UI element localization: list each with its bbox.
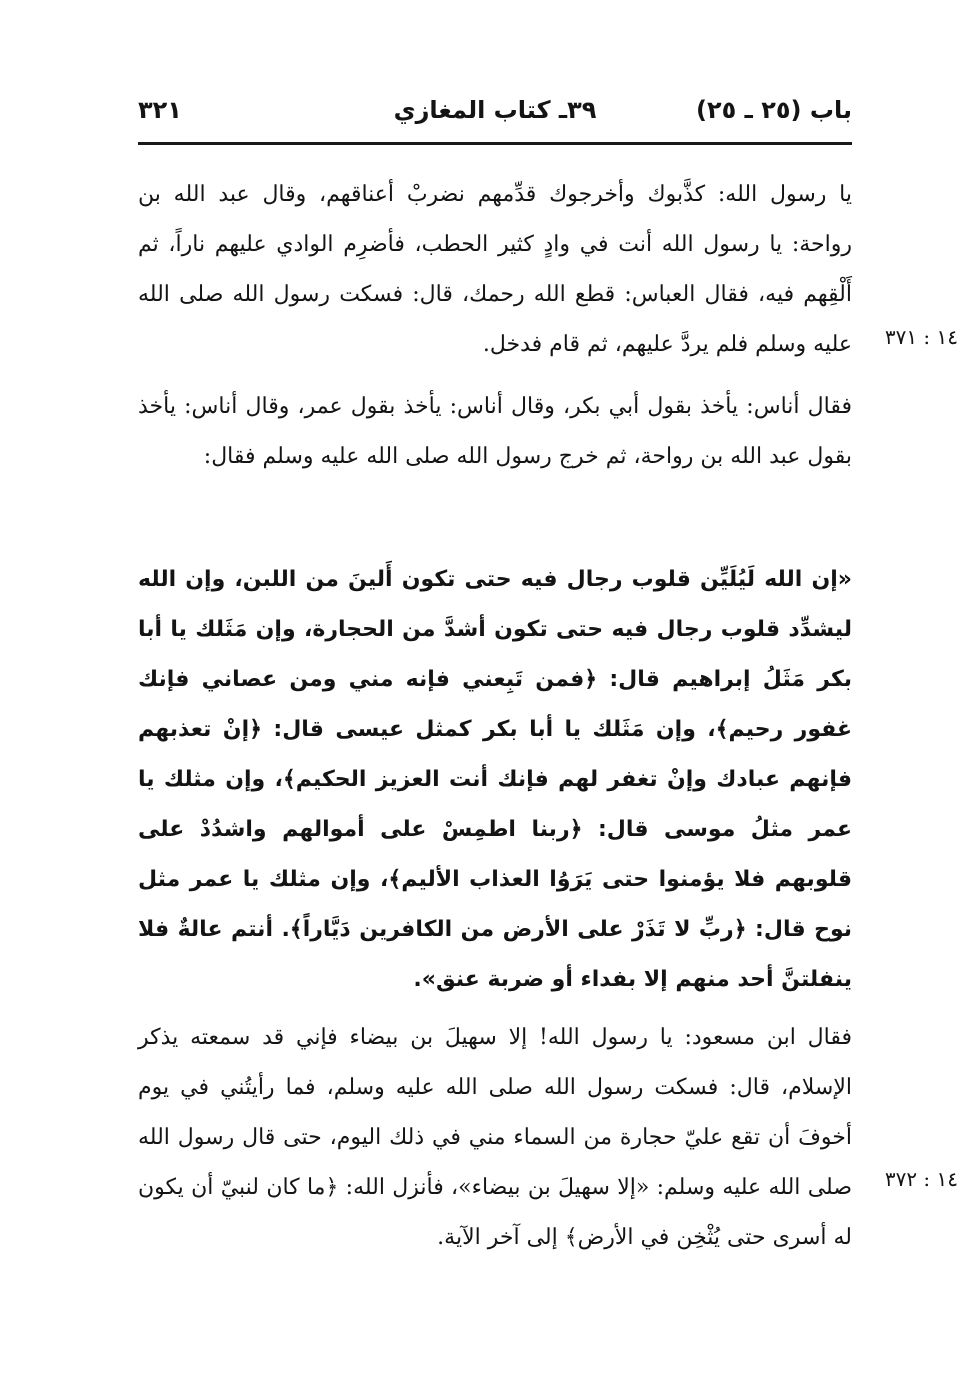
running-header <box>138 88 852 140</box>
paragraph-1: يا رسول الله: كذَّبوك وأخرجوك قدِّمهم نضربْ أعناقهم، وقال عبد الله بن رواحة: يا رسول الله أنت في وادٍ كثير الحطب، فأضرِم الوادي عليهم ناراً، ثم أَلْقِهم فيه، فقال العباس: قطع الله رحمك، قال: فسكت رسول الله صلى الله عليه وسلم فلم يردَّ عليهم، ثم قام فدخل. <box>138 182 852 357</box>
paragraph-2: فقال أناس: يأخذ بقول أبي بكر، وقال أناس: يأخذ بقول عمر، وقال أناس: يأخذ بقول عبد الله بن رواحة، ثم خرج رسول الله صلى الله عليه وسلم فقال: <box>138 394 852 469</box>
margin-reference-2: ١٤ : ٣٧٢ <box>884 1167 958 1191</box>
book-title: ٣٩ـ كتاب المغازي <box>393 96 597 124</box>
page-number: ٣٢١ <box>138 96 182 124</box>
hadith-paragraph: «إن الله لَيُلَيِّن قلوب رجال فيه حتى تكون أَلينَ من اللبن، وإن الله ليشدِّد قلوب رجال فيه حتى تكون أشدَّ من الحجارة، وإن مَثَلك يا أبا بكر مَثَلُ إبراهيم قال: ﴿فمن تَبِعني فإنه مني ومن عصاني فإنك غفور رحيم﴾، وإن مَثَلك يا أبا بكر كمثل عيسى قال: ﴿إنْ تعذبهم فإنهم عبادك وإنْ تغفر لهم فإنك أنت العزيز الحكيم﴾، وإن مثلك يا عمر مثلُ موسى قال: ﴿ربنا اطمِسْ على أموالهم واشدُدْ على قلوبهم فلا يؤمنوا حتى يَرَوُا العذاب الأليم﴾، وإن مثلك يا عمر مثل نوح قال: ﴿ربِّ لا تَذَرْ على الأرض من الكافرين دَيَّاراً﴾. أنتم عالةٌ فلا ينفلتنَّ أحد منهم إلا بفداء أو ضربة عنق». <box>138 567 852 992</box>
paragraph-4: فقال ابن مسعود: يا رسول الله! إلا سهيلَ بن بيضاء فإني قد سمعته يذكر الإسلام، قال: فسكت رسول الله صلى الله عليه وسلم، فما رأيتُني في يوم أخوفَ أن تقع عليّ حجارة من السماء مني في ذلك اليوم، حتى قال رسول الله صلى الله عليه وسلم: «إلا سهيلَ بن بيضاء»، فأنزل الله: ﴿ما كان لنبيّ أن يكون له أسرى حتى يُثْخِن في الأرض﴾ إلى آخر الآية. <box>138 1025 852 1250</box>
chapter-heading: باب (٢٥ ـ ٢٥) <box>696 96 852 124</box>
margin-reference-1: ١٤ : ٣٧١ <box>884 325 958 349</box>
header-rule <box>138 142 852 145</box>
